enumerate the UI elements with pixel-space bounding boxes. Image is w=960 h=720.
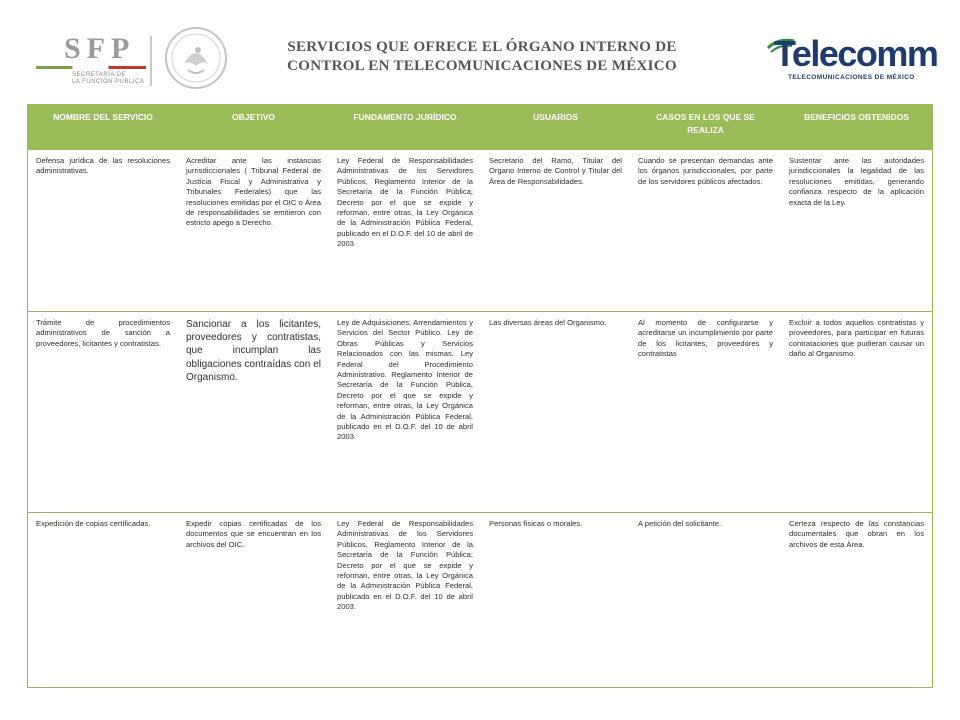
table-cell: Acreditar ante las instancias jurrisdiccionales ( Tribunal Federal de Justicia Fiscal y Administrativa y Tribunales Federales) que las resoluciones emitidas por el OIC o Área de responsabilidades se emitieron con estricto apego a Derecho.: [186, 156, 321, 228]
table-cell: Sancionar a los licitantes, proveedores y contratistas, que incumplan las obligaciones contraídas con el Organismo.: [186, 319, 321, 383]
table-row: [28, 311, 932, 512]
header-usuarios: USUARIOS: [533, 112, 578, 122]
table-cell: A petición del solicitante.: [638, 519, 722, 528]
telecomm-name: Telecomm: [774, 33, 938, 74]
header-objetivo: OBJETIVO: [232, 112, 275, 122]
table-cell: Expedición de copias certificadas.: [36, 519, 151, 528]
header-beneficios: BENEFICIOS OBTENIDOS: [804, 112, 909, 122]
table-row: [28, 512, 932, 688]
header-nombre-servicio: NOMBRE DEL SERVICIO: [53, 112, 153, 122]
table-row: [28, 149, 932, 311]
table-cell: Trámite de procedimientos administrativos de sanción a proveedores, licitantes y contratistas.: [36, 318, 170, 348]
page-title: SERVICIOS QUE OFRECE EL ÓRGANO INTERNO DE CONTROL EN TELECOMUNICACIONES DE MÉXICO: [287, 39, 677, 74]
coat-of-arms-seal-icon: [164, 26, 228, 90]
table-cell: Las diversas áreas del Organismo.: [489, 318, 607, 327]
table-cell: Excluir a todos aquellos contratistas y proveedores, para participar en futuras contrataciones que pudieran causar un daño al Organismo.: [789, 318, 924, 359]
table-cell: Ley Federal de Responsabilidades Administrativas de los Servidores Públicos, Reglamento Interior de la Secretaría de la Función Pública; Decreto por el que se expide y reforman, entre otras, la Ley Orgánica de la Administración Pública Federal, publicado en el D.O.F. del 10 de abril de 2003.: [337, 156, 473, 249]
table-cell: Expedir copias certificadas de los documentos que se encuentran en los archivos del OIC.: [186, 519, 321, 549]
table-cell: Personas físicas o morales.: [489, 519, 583, 528]
header-fundamento-juridico: FUNDAMENTO JURÍDICO: [353, 112, 457, 122]
page-header: [0, 0, 960, 100]
table-cell: Secretario del Ramo, Titular del Órgano Interno de Control y Titular del Área de Responsabilidades.: [489, 156, 622, 186]
sfp-logo: [28, 34, 150, 94]
table-header-row: [28, 105, 932, 149]
header-casos: CASOS EN LOS QUE SE REALIZA: [656, 112, 755, 135]
table-cell: Defensa jurídica de las resoluciones administrativas.: [36, 156, 170, 176]
table-cell: Cuando se presentan demandas ante los órganos jurisdiccionales, por parte de los servidores públicos afectados.: [638, 156, 773, 186]
sfp-acronym: SFP: [64, 32, 136, 65]
sfp-subtitle: SECRETARÍA DE LA FUNCIÓN PÚBLICA: [72, 72, 145, 85]
logo-separator: [150, 36, 152, 86]
telecomm-subtitle: TELECOMUNICACIONES DE MÉXICO: [788, 74, 915, 81]
table-cell: Al momento de configurarse y acreditarse un incumplimiento por parte de los licitantes, proveedores y contratistas: [638, 318, 773, 359]
sfp-flag-rule: [36, 66, 146, 69]
table-cell: Ley Federal de Responsabilidades Administrativas de los Servidores Públicos, Reglamento Interior de la Secretaría de la Función Pública; Decreto por el que se expide y reforman, entre otras, la Ley Orgánica de la Administración Pública Federal, publicado en el D.O.F. del 10 de abril 2003.: [337, 519, 473, 612]
table-cell: Ley de Adquisiciones, Arrendamientos y Servicios del Sector Público. Ley de Obras Públicas y Servicios Relacionados con las mismas. Ley Federal del Procedimiento Administrativo. Reglamento Interior de Secretaría de la Función Pública, Decreto por el que se expide y reforman, entre otras, la Ley Orgánica de la Administración Pública Federal, publicado en el D.O.F. del 10 de abril 2003.: [337, 318, 473, 442]
table-cell: Certeza respecto de las constancias documentales que obran en los archivos de esta Área.: [789, 519, 924, 549]
services-table: [27, 104, 933, 688]
telecomm-logo: [766, 34, 936, 84]
table-cell: Sustentar ante las autoridades jurisdiccionales la legalidad de las resoluciones emitidas, generando confianza respecto de la aplicación exacta de la Ley.: [789, 156, 924, 207]
